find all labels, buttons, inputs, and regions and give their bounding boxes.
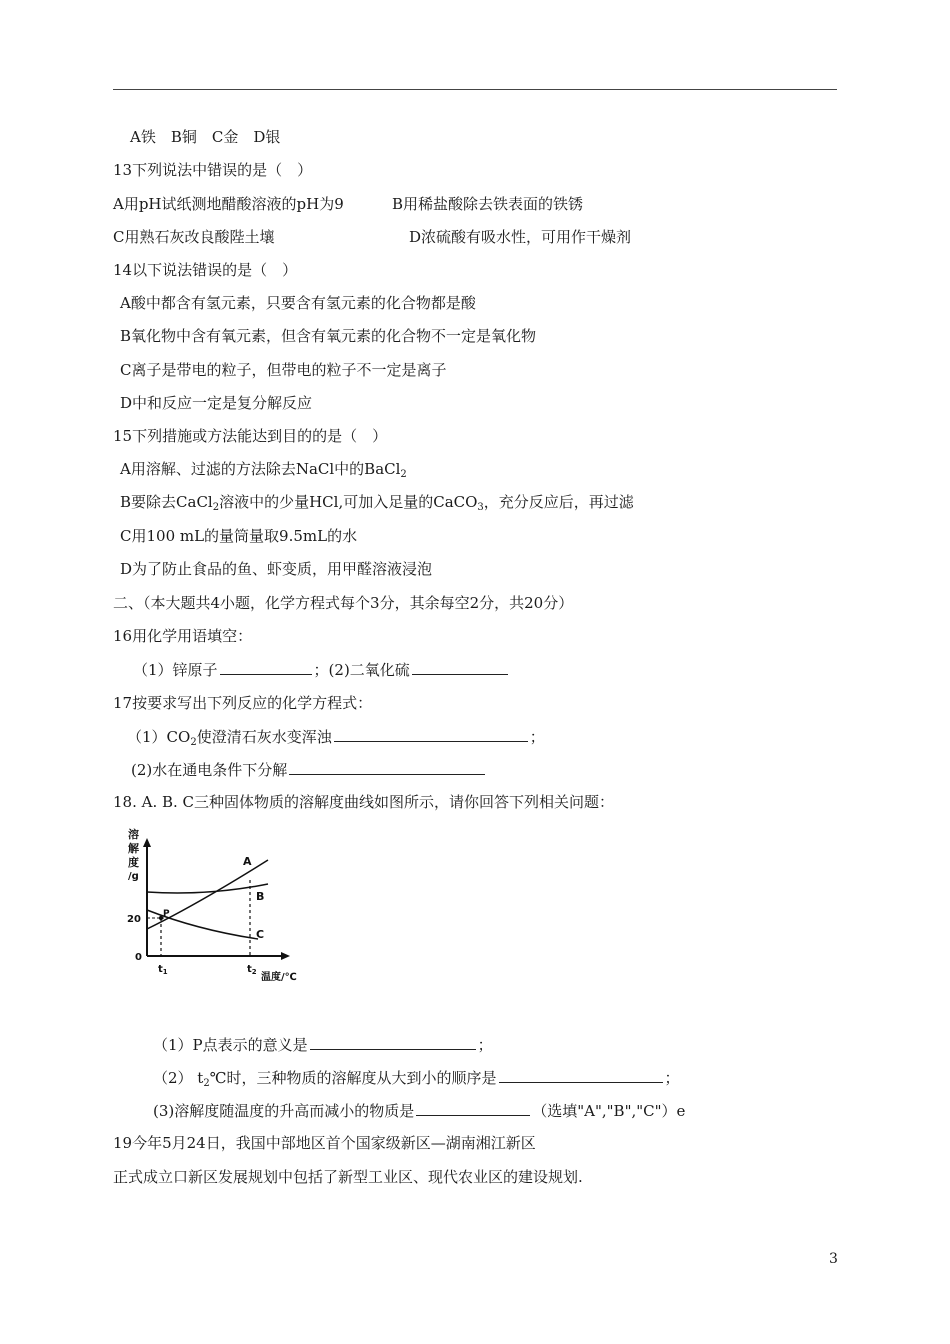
q14-option-a: A酸中都含有氢元素，只要含有氢元素的化合物都是酸: [120, 294, 476, 312]
t2-label: $t_2$: [247, 964, 257, 976]
q14-option-d: D中和反应一定是复分解反应: [120, 394, 313, 412]
q13-option-d: D浓硫酸有吸水性，可用作干燥剂: [409, 228, 632, 246]
q16-blank-2[interactable]: [412, 659, 508, 675]
q18-blank-1[interactable]: [310, 1034, 476, 1050]
curve-b-label: B: [256, 890, 265, 903]
y-axis-label-2: 解: [128, 842, 139, 855]
q18-part-1: （1）P点表示的意义是 ；: [153, 1036, 493, 1054]
x-axis-label: 温度/℃: [261, 972, 297, 983]
y-axis-label-4: /g: [128, 871, 139, 882]
q15-option-c: C用100 mL的量筒量取9.5mL的水: [120, 527, 358, 545]
q18-blank-3[interactable]: [416, 1100, 530, 1116]
q15-option-a: A用溶解、过滤的方法除去NaCl中的BaCl$_2$: [120, 460, 407, 480]
y-axis-arrow-icon: [143, 838, 151, 847]
q19-line-1: 19今年5月24日，我国中部地区首个国家级新区—湖南湘江新区: [113, 1134, 536, 1152]
q17-blank-2[interactable]: [289, 759, 485, 775]
q13-stem: 13下列说法中错误的是（ ）: [113, 161, 313, 179]
q13-option-c: C用熟石灰改良酸陛土壤: [113, 228, 275, 246]
section-2-heading: 二、（本大题共4小题，化学方程式每个3分，其余每空2分，共20分）: [113, 594, 574, 612]
q14-stem: 14以下说法错误的是（ ）: [113, 261, 298, 279]
curve-a-label: A: [243, 855, 252, 868]
q18-part-3: (3)溶解度随温度的升高而减小的物质是 （选填"A","B","C"）e: [153, 1102, 686, 1120]
t1-label: $t_1$: [158, 964, 168, 976]
point-p-label: P: [163, 909, 170, 919]
q15-option-d: D为了防止食品的鱼、虾变质，用甲醛溶液浸泡: [120, 560, 433, 578]
q17-part-1: $(1)CO_2$使澄清石灰水变浑浊 ；: [127, 728, 545, 748]
q16-stem: 16用化学用语填空：: [113, 627, 253, 645]
y-axis-label-3: 度: [128, 856, 139, 869]
q17-stem: 17按要求写出下列反应的化学方程式：: [113, 694, 373, 712]
q16-blank-1[interactable]: [220, 659, 312, 675]
curve-c-label: C: [256, 928, 265, 941]
q12-options: A铁 B铜 C金 D银: [130, 128, 281, 146]
x-axis-arrow-icon: [281, 952, 290, 960]
solubility-curve-graph: [118, 822, 318, 984]
header-rule: [113, 89, 837, 90]
q17-blank-1[interactable]: [334, 726, 528, 742]
y-tick-20: 20: [127, 914, 141, 925]
q13-option-a: A用pH试纸测地醋酸溶液的pH为9: [113, 195, 344, 213]
q18-part-2: （2） $t_2℃$时，三种物质的溶解度从大到小的顺序是 ；: [153, 1069, 680, 1089]
y-axis-label-1: 溶: [128, 828, 139, 841]
q17-part-2: (2)水在通电条件下分解: [131, 759, 487, 780]
q19-line-2: 正式成立口新区发展规划中包括了新型工业区、现代农业区的建设规划.: [113, 1168, 583, 1186]
origin-label: 0: [135, 952, 142, 963]
q15-option-b: B要除去CaCl$_2$溶液中的少量HCl,可加入足量的CaCO$_3$，充分反应后，再过滤: [120, 493, 634, 513]
q14-option-b: B氧化物中含有氧元素，但含有氧元素的化合物不一定是氧化物: [120, 327, 537, 345]
q15-stem: 15下列措施或方法能达到目的的是（ ）: [113, 427, 388, 445]
q13-option-b: B用稀盐酸除去铁表面的铁锈: [392, 195, 584, 213]
q14-option-c: C离子是带电的粒子，但带电的粒子不一定是离子: [120, 361, 447, 379]
q18-stem: 18. A. B. C三种固体物质的溶解度曲线如图所示，请你回答下列相关问题：: [113, 793, 615, 811]
q16-parts: （1）锌原子 ；(2)二氧化硫: [133, 659, 510, 680]
q18-blank-2[interactable]: [499, 1067, 663, 1083]
page-number: 3: [829, 1251, 838, 1267]
